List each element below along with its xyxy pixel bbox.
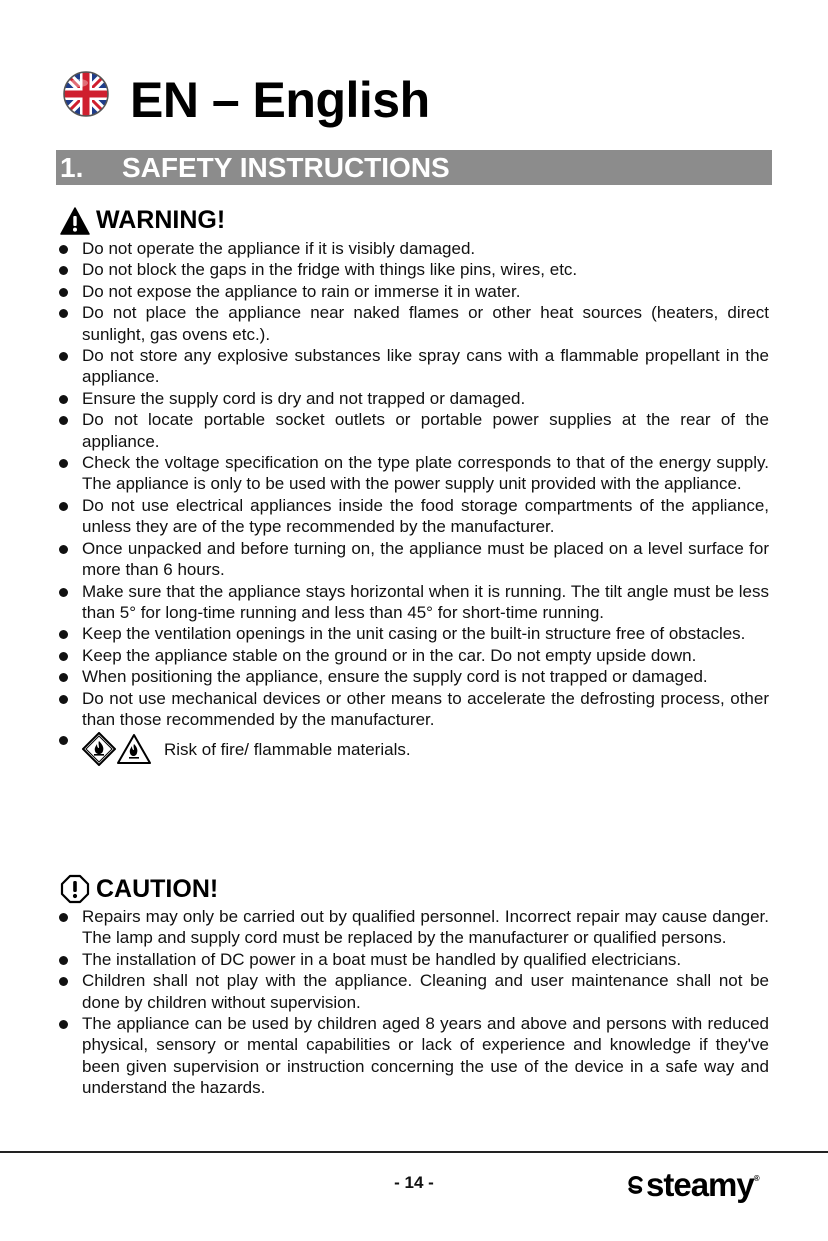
brand-mark: ® [753, 1173, 759, 1183]
list-item: Children shall not play with the appliance. Cleaning and user maintenance shall not be done by children without supervision. [56, 970, 769, 1013]
list-item: Do not block the gaps in the fridge with things like pins, wires, etc. [56, 259, 769, 280]
uk-flag-icon [62, 70, 110, 118]
section-number: 1. [60, 151, 84, 183]
warning-triangle-icon [60, 207, 90, 235]
page-number: - 14 - [394, 1173, 434, 1192]
list-item: Do not expose the appliance to rain or immerse it in water. [56, 281, 769, 302]
list-item: Do not use electrical appliances inside the food storage compartments of the appliance, unless they are of the type recommended by the manufacturer. [56, 495, 769, 538]
page-header [62, 60, 430, 140]
list-item: Do not store any explosive substances like spray cans with a flammable propellant in the appliance. [56, 345, 769, 388]
list-item: Keep the ventilation openings in the unit casing or the built-in structure free of obstacles. [56, 623, 769, 644]
list-item: When positioning the appliance, ensure the supply cord is not trapped or damaged. [56, 666, 769, 687]
steamy-logo-icon [626, 1174, 646, 1196]
footer-divider [0, 1151, 828, 1153]
list-item: The installation of DC power in a boat must be handled by qualified electricians. [56, 949, 769, 970]
flammable-diamond-icon [82, 732, 116, 766]
list-item: Ensure the supply cord is dry and not trapped or damaged. [56, 388, 769, 409]
list-item: Check the voltage specification on the type plate corresponds to that of the energy supply. The appliance is only to be used with the power supply unit provided with the appliance. [56, 452, 769, 495]
list-item: Do not operate the appliance if it is visibly damaged. [56, 238, 769, 259]
list-item: Repairs may only be carried out by qualified personnel. Incorrect repair may cause danger. The lamp and supply cord must be replaced by the manufacturer or qualified persons. [56, 906, 769, 949]
brand-name: steamy [646, 1166, 754, 1203]
list-item: Make sure that the appliance stays horizontal when it is running. The tilt angle must be less than 5° for long-time running and less than 45° for short-time running. [56, 581, 769, 624]
list-item: Keep the appliance stable on the ground or in the car. Do not empty upside down. [56, 645, 769, 666]
list-item: Do not place the appliance near naked flames or other heat sources (heaters, direct sunlight, gas ovens etc.). [56, 302, 769, 345]
caution-heading [60, 874, 218, 904]
caution-list [56, 906, 769, 1099]
fire-risk-label: Risk of fire/ flammable materials. [164, 739, 411, 759]
warning-list [56, 238, 769, 769]
list-item: Once unpacked and before turning on, the appliance must be placed on a level surface for more than 6 hours. [56, 538, 769, 581]
exclamation-circle-icon [60, 874, 90, 904]
section-title: SAFETY INSTRUCTIONS [122, 151, 450, 183]
fire-symbols [82, 732, 152, 766]
list-item: Do not locate portable socket outlets or portable power supplies at the rear of the appliance. [56, 409, 769, 452]
section-header [56, 150, 772, 185]
flammable-triangle-icon [116, 733, 152, 765]
list-item: The appliance can be used by children aged 8 years and above and persons with reduced physical, sensory or mental capabilities or lack of experience and knowledge if they've been given supervision or instruction concerning the use of the device in a safe way and understand the hazards. [56, 1013, 769, 1099]
warning-heading [60, 206, 225, 235]
warning-heading-label: WARNING! [96, 206, 226, 234]
brand-logo [626, 1166, 759, 1204]
page-title: EN – English [130, 72, 430, 128]
list-item: Do not use mechanical devices or other means to accelerate the defrosting process, other than those recommended by the manufacturer. [56, 688, 769, 731]
caution-heading-label: CAUTION! [96, 874, 219, 903]
fire-risk-item [56, 729, 769, 769]
